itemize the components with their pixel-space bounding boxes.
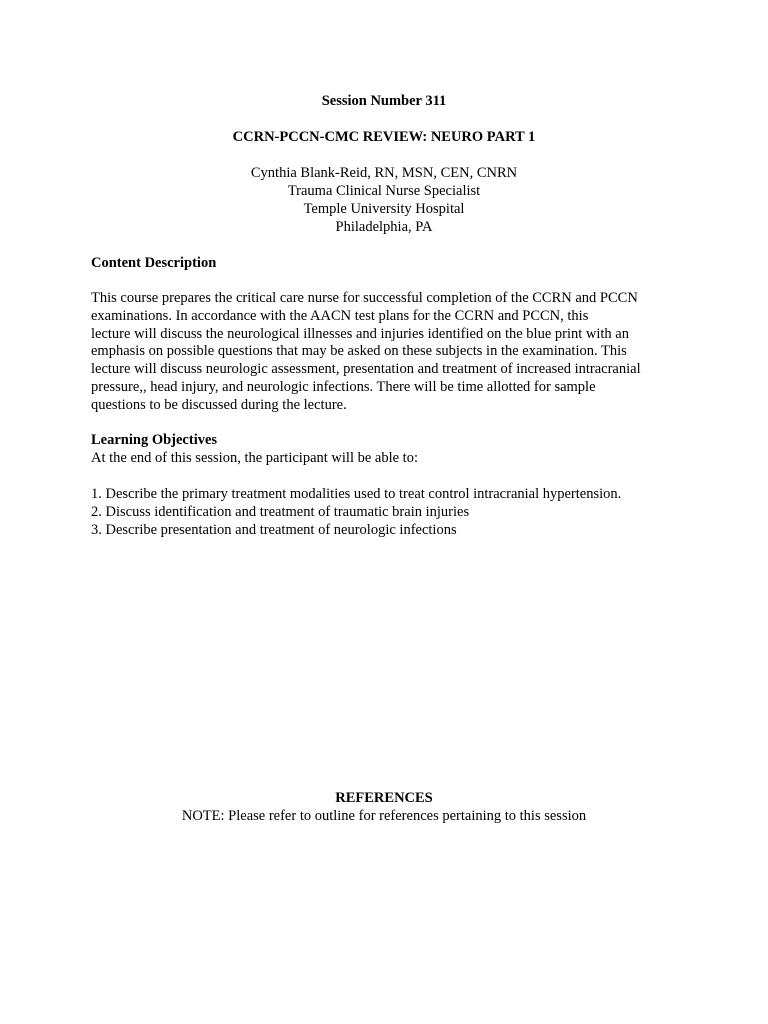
- objective-item: 3. Describe presentation and treatment of neurologic infections: [91, 521, 457, 538]
- content-line: lecture will discuss neurologic assessment, presentation and treatment of increased intracranial: [91, 361, 641, 378]
- presenter-name: Cynthia Blank-Reid, RN, MSN, CEN, CNRN: [250, 165, 518, 181]
- learning-objectives-intro: At the end of this session, the participant will be able to:: [91, 450, 418, 466]
- content-line: This course prepares the critical care nurse for successful completion of the CCRN and PCCN: [91, 290, 638, 306]
- references-heading: REFERENCES: [335, 790, 433, 806]
- course-title: CCRN-PCCN-CMC REVIEW: NEURO PART 1: [232, 129, 536, 145]
- content-line: questions to be discussed during the lecture.: [91, 396, 347, 413]
- content-description-heading: Content Description: [91, 255, 217, 271]
- learning-objectives-heading: Learning Objectives: [91, 432, 218, 448]
- references-note: NOTE: Please refer to outline for references pertaining to this session: [181, 808, 587, 824]
- presenter-block: [0, 165, 768, 237]
- presenter-institution: Temple University Hospital: [303, 201, 465, 217]
- content-line: examinations. In accordance with the AACN test plans for the CCRN and PCCN, this: [91, 307, 589, 324]
- content-line: emphasis on possible questions that may be asked on these subjects in the examination. This: [91, 343, 627, 360]
- presenter-location: Philadelphia, PA: [335, 219, 433, 235]
- objective-item: 2. Discuss identification and treatment of traumatic brain injuries: [91, 503, 470, 520]
- presenter-role: Trauma Clinical Nurse Specialist: [287, 183, 481, 199]
- content-line: lecture will discuss the neurological illnesses and injuries identified on the blue print with an: [91, 325, 629, 342]
- objective-item: 1. Describe the primary treatment modalities used to treat control intracranial hypertension.: [91, 486, 622, 502]
- learning-objectives-list: [91, 486, 691, 539]
- content-description-text: [91, 290, 691, 415]
- session-number: Session Number 311: [321, 93, 447, 109]
- content-line: pressure,, head injury, and neurologic infections. There will be time allotted for sample: [91, 378, 596, 395]
